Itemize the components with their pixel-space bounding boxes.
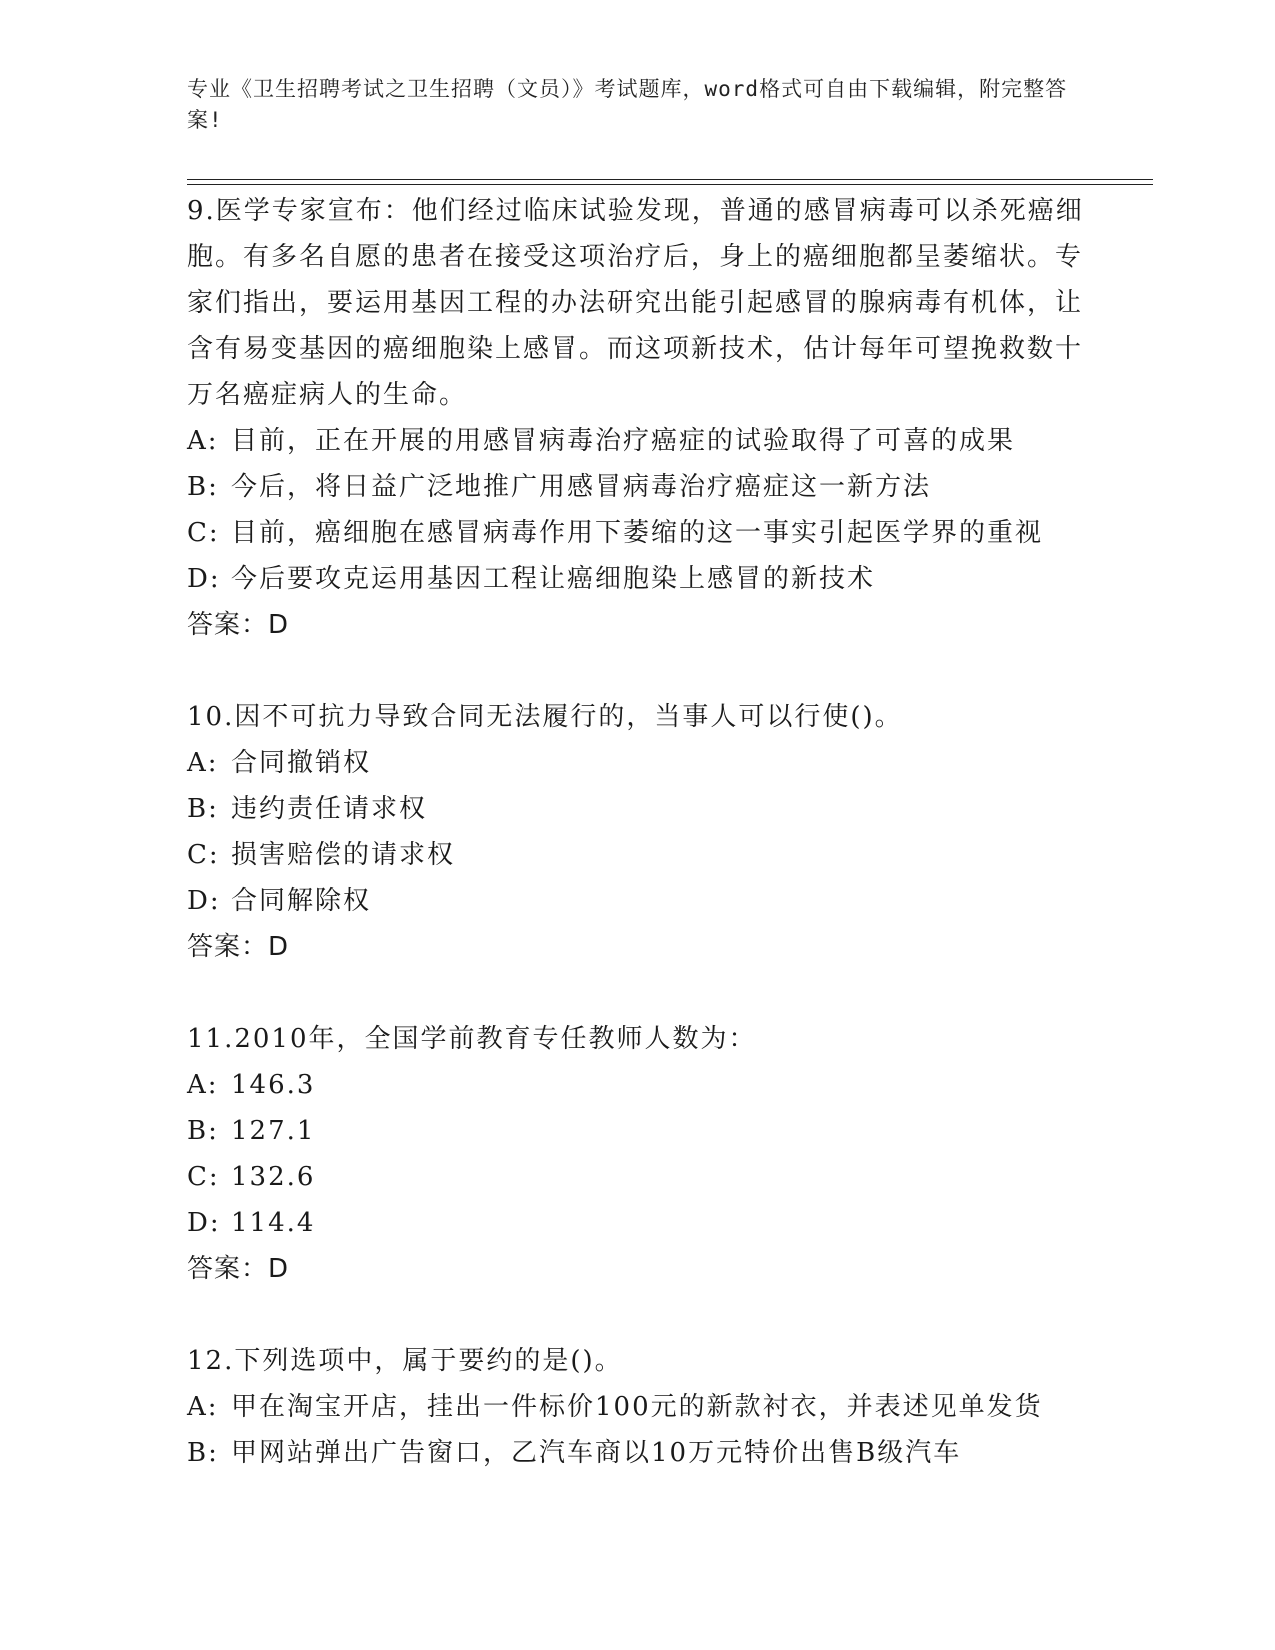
option-a: A: 目前，正在开展的用感冒病毒治疗癌症的试验取得了可喜的成果 xyxy=(187,426,1016,456)
question-stem: 12.下列选项中，属于要约的是()。 xyxy=(187,1346,623,1376)
option-c: C: 损害赔偿的请求权 xyxy=(187,840,456,870)
option-c: C: 132.6 xyxy=(187,1162,316,1192)
question-9 xyxy=(187,188,1087,648)
answer: 答案：D xyxy=(187,1254,290,1284)
question-12 xyxy=(187,1338,1087,1476)
option-b: B: 今后，将日益广泛地推广用感冒病毒治疗癌症这一新方法 xyxy=(187,472,932,502)
question-stem: 11.2010年，全国学前教育专任教师人数为： xyxy=(187,1024,757,1054)
option-b: B: 违约责任请求权 xyxy=(187,794,428,824)
option-d: D: 114.4 xyxy=(187,1208,316,1238)
document-header xyxy=(187,74,1077,136)
question-list xyxy=(187,188,1087,1522)
option-b: B: 甲网站弹出广告窗口，乙汽车商以10万元特价出售B级汽车 xyxy=(187,1438,962,1468)
answer: 答案：D xyxy=(187,610,290,640)
option-b: B: 127.1 xyxy=(187,1116,316,1146)
question-stem: 9.医学专家宣布：他们经过临床试验发现，普通的感冒病毒可以杀死癌细胞。有多名自愿的患者在接受这项治疗后，身上的癌细胞都呈萎缩状。专家们指出，要运用基因工程的办法研究出能引起感冒的腺病毒有机体，让含有易变基因的癌细胞染上感冒。而这项新技术，估计每年可望挽救数十万名癌症病人的生命。 xyxy=(187,196,1084,410)
option-a: A: 146.3 xyxy=(187,1070,316,1100)
option-a: A: 甲在淘宝开店，挂出一件标价100元的新款衬衣，并表述见单发货 xyxy=(187,1392,1043,1422)
question-stem: 10.因不可抗力导致合同无法履行的，当事人可以行使()。 xyxy=(187,702,903,732)
header-text: 专业《卫生招聘考试之卫生招聘（文员）》考试题库，word格式可自由下载编辑，附完整答案! xyxy=(187,77,1068,132)
header-divider-bottom xyxy=(187,184,1153,185)
option-c: C: 目前，癌细胞在感冒病毒作用下萎缩的这一事实引起医学界的重视 xyxy=(187,518,1044,548)
option-d: D: 合同解除权 xyxy=(187,886,372,916)
option-a: A: 合同撤销权 xyxy=(187,748,372,778)
question-10 xyxy=(187,694,1087,970)
header-divider-top xyxy=(187,179,1153,180)
option-d: D: 今后要攻克运用基因工程让癌细胞染上感冒的新技术 xyxy=(187,564,876,594)
question-11 xyxy=(187,1016,1087,1292)
answer: 答案：D xyxy=(187,932,290,962)
